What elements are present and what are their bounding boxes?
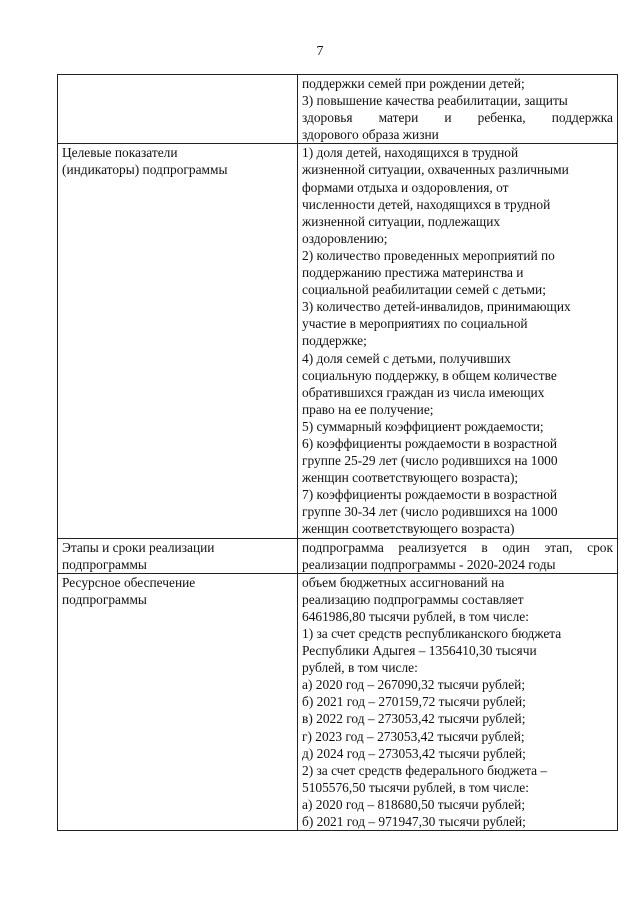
text-line: 6) коэффициенты рождаемости в возрастной: [302, 435, 558, 451]
page-number: 7: [316, 44, 324, 59]
text-line: 2) количество проведенных мероприятий по: [302, 247, 555, 263]
text-line: 5) суммарный коэффициент рождаемости;: [302, 418, 544, 434]
row-label-cell: [58, 573, 298, 830]
row-label-cell: [58, 538, 298, 573]
text-line: поддержки семей при рождении детей;: [302, 76, 525, 91]
row-label-line: (индикаторы) подпрограммы: [62, 162, 228, 178]
text-line: обратившихся граждан из числа имеющих: [302, 384, 545, 400]
row-label-cell: [58, 144, 298, 538]
text-line: женщин соответствующего возраста): [302, 521, 515, 537]
text-line: д) 2024 год – 273053,42 тысячи рублей;: [302, 745, 526, 761]
text-line: рублей, в том числе:: [302, 660, 418, 676]
row-label-line: Целевые показатели: [62, 145, 178, 161]
text-line: группе 30-34 лет (число родившихся на 1000: [302, 504, 558, 520]
text-line: 7) коэффициенты рождаемости в возрастной: [302, 487, 558, 503]
text-line: объем бюджетных ассигнований на: [302, 574, 505, 590]
text-line: а) 2020 год – 267090,32 тысячи рублей;: [302, 677, 526, 693]
subprogram-passport-table: [57, 74, 618, 831]
text-line: группе 25-29 лет (число родившихся на 1000: [302, 453, 558, 469]
text-line: жизненной ситуации, охваченных различными: [302, 162, 569, 178]
text-line: жизненной ситуации, подлежащих: [302, 213, 501, 229]
row-value-cell: [298, 573, 618, 830]
text-line: реализацию подпрограммы составляет: [302, 591, 524, 607]
text-line: 6461986,80 тысячи рублей, в том числе:: [302, 608, 529, 624]
row-label-line: подпрограммы: [62, 556, 147, 572]
text-line: а) 2020 год – 818680,50 тысячи рублей;: [302, 796, 526, 812]
text-line: 2) за счет средств федерального бюджета –: [302, 762, 548, 778]
row-value-cell: [298, 538, 618, 573]
text-line: право на ее получение;: [302, 401, 434, 417]
text-line: 1) за счет средств республиканского бюджета: [302, 626, 562, 641]
row-label-line: Этапы и сроки реализации: [62, 539, 215, 555]
row-label-line: подпрограммы: [62, 591, 147, 607]
row-value-cell: [298, 144, 618, 538]
text-line: б) 2021 год – 971947,30 тысячи рублей;: [302, 814, 526, 830]
text-line: социальной реабилитации семей с детьми;: [302, 282, 546, 298]
table-row-target-indicators: [58, 144, 618, 538]
row-value-cell: [298, 75, 618, 144]
text-line: подпрограмма реализуется в один этап, срок: [302, 539, 613, 555]
text-line: оздоровлению;: [302, 230, 388, 246]
text-line: здорового образа жизни: [302, 127, 439, 143]
text-line: поддержанию престижа материнства и: [302, 265, 524, 281]
text-line: 4) доля семей с детьми, получивших: [302, 350, 511, 366]
text-line: 5105576,50 тысячи рублей, в том числе:: [302, 779, 529, 795]
text-line: поддержке;: [302, 333, 367, 349]
text-line: б) 2021 год – 270159,72 тысячи рублей;: [302, 694, 526, 710]
table-row-stages-and-terms: [58, 538, 618, 573]
text-line: реализации подпрограммы - 2020-2024 годы: [302, 556, 556, 572]
text-line: в) 2022 год – 273053,42 тысячи рублей;: [302, 711, 526, 727]
text-line: г) 2023 год – 273053,42 тысячи рублей;: [302, 728, 525, 744]
text-line: социальную поддержку, в общем количестве: [302, 367, 557, 383]
row-label-line: Ресурсное обеспечение: [62, 574, 196, 590]
text-line: участие в мероприятиях по социальной: [302, 316, 528, 332]
text-line: формами отдыха и оздоровления, от: [302, 179, 509, 195]
text-line: 3) повышение качества реабилитации, защиты: [302, 93, 568, 109]
text-line: 1) доля детей, находящихся в трудной: [302, 145, 519, 161]
table-row-tasks-continuation: [58, 75, 618, 144]
table-row-resource-provision: [58, 573, 618, 830]
text-line: женщин соответствующего возраста);: [302, 470, 519, 486]
text-line: численности детей, находящихся в трудной: [302, 196, 551, 212]
text-line: 3) количество детей-инвалидов, принимающих: [302, 299, 571, 315]
text-line: Республики Адыгея – 1356410,30 тысячи: [302, 643, 537, 659]
row-label-cell: [58, 75, 298, 144]
text-line: здоровья матери и ребенка, поддержка: [302, 110, 613, 126]
